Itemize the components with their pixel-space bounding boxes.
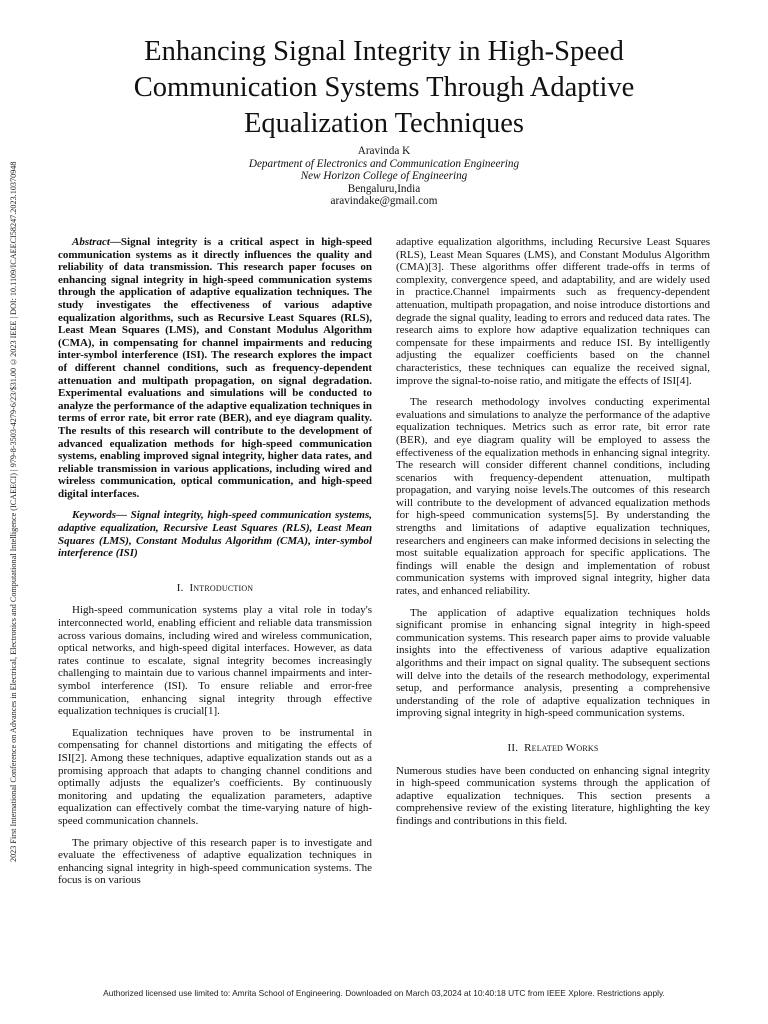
left-column: [58, 236, 372, 887]
author-email[interactable]: aravindake@gmail.com: [330, 195, 438, 208]
conference-doi-margin-note: 2023 First International Conference on Advances in Electrical, Electronics and Computational Intelligence (ICAEECI) | 979-8-3503-4279-6/23/$31.00 ©2023 IEEE | DOI: 10.1109/ICAEECI58247.2023.10370948: [9, 161, 18, 863]
author-city: Bengaluru,India: [347, 182, 421, 195]
author-block: [60, 145, 708, 208]
section-numeral: I.: [176, 581, 184, 594]
intro-paragraph-5: The application of adaptive equalization techniques holds significant promise in enhancing signal integrity in high-speed communication systems. This research paper aims to provide valuable insights into the effectiveness of various adaptive equalization algorithms and their impact on signal quality. The subsequent sections will delve into the details of the research methodology, experimental setup, and performance analysis, presenting a comprehensive understanding of the role of adaptive equalization techniques in improving signal integrity in high-speed communication systems.: [396, 606, 710, 720]
author-college: New Horizon College of Engineering: [300, 170, 468, 183]
keywords-text: Signal integrity, high-speed communication systems, adaptive equalization, Recursive Least Squares (RLS), Least Mean Squares (LMS), Constant Modulus Algorithm (CMA), inter-symbol interference (ISI): [58, 509, 372, 560]
abstract-dash: —: [109, 236, 121, 248]
abstract-label: Abstract: [72, 236, 110, 248]
keywords: [58, 509, 372, 559]
keywords-label: Keywords—: [72, 509, 127, 522]
section-title: Introduction: [189, 581, 254, 594]
intro-paragraph-3-continued: adaptive equalization algorithms, including Recursive Least Squares (RLS), Least Mean Squares (LMS), and Constant Modulus Algorithm (CMA)[3]. These algorithms offer different trade-offs in terms of complexity, convergence speed, and adaptability, and are widely used in practice.Channel impairments such as frequency-dependent attenuation, multipath propagation, and noise introduce distortions and degrade the signal quality, leading to errors and reduced data rates. The research aims to explore how adaptive equalization techniques can compensate for these impairments and reduce ISI. By intelligently adjusting the equalizer coefficients based on the channel characteristics, these techniques can equalize the received signal, improve the signal-to-noise ratio, and mitigate the effects of ISI[4].: [396, 236, 710, 387]
intro-paragraph-3: The primary objective of this research paper is to investigate and evaluate the effectiveness of adaptive equalization techniques in enhancing signal integrity in high-speed communication systems. The focus is on various: [58, 836, 372, 887]
section-numeral: II.: [507, 741, 519, 754]
section-heading-introduction: [58, 582, 372, 595]
paper-title: Enhancing Signal Integrity in High-Speed Communication Systems Through Adaptive Equalization Techniques: [133, 36, 635, 139]
abstract-text: Signal integrity is a critical aspect in high-speed communication systems as it directly influences the quality and reliability of data transmission. This research paper focuses on enhancing signal integrity in high-speed communication systems through the application of adaptive equalization techniques. The study investigates the effectiveness of various adaptive equalization algorithms, such as Recursive Least Squares (RLS), Least Mean Squares (LMS), and Constant Modulus Algorithm (CMA), in compensating for channel impairments and reducing inter-symbol interference (ISI). The research explores the impact of different channel conditions, such as frequency-dependent attenuation and multipath propagation, on signal degradation. Experimental evaluations and simulations will be conducted to analyze the performance of the adaptive equalization techniques in terms of error rate, bit error rate (BER), and eye diagram quality. The results of this research will contribute to the development of advanced equalization methods for high-speed communication systems, enabling improved signal integrity, higher data rates, and reliable transmission in various applications, including wired and wireless communication, optical communication, and high-speed digital interfaces.: [58, 236, 372, 500]
section-title: Related Works: [524, 741, 599, 754]
author-department: Department of Electronics and Communication Engineering: [248, 157, 520, 170]
abstract: [58, 236, 372, 500]
section-heading-related-works: [396, 742, 710, 755]
intro-paragraph-2: Equalization techniques have proven to be instrumental in compensating for channel distortions and mitigating the effects of ISI[2]. Among these techniques, adaptive equalization stands out as a promising approach that adapts to changing channel conditions and optimally adjusts the equalizer's coefficients. By continuously monitoring and updating the equalization parameters, adaptive equalization can effectively combat the time-varying nature of high-speed communication channels.: [58, 726, 372, 827]
intro-paragraph-4: The research methodology involves conducting experimental evaluations and simulations to analyze the performance of the adaptive equalization techniques. Metrics such as error rate, bit error rate (BER), and eye diagram quality will be employed to assess the effectiveness of the equalization methods in enhancing signal integrity. The research will consider different channel conditions, including scenarios with frequency-dependent attenuation, multipath propagation, and varying noise levels.The outcomes of this research will contribute to the development of advanced equalization methods for high-speed communication systems[5]. By understanding the strengths and limitations of adaptive equalization techniques, researchers and engineers can make informed decisions in selecting the most suitable equalization approach for specific applications. The findings will enable the design and implementation of robust communication systems with improved signal integrity, higher data rates, and enhanced reliability.: [396, 396, 710, 598]
author-name: Aravinda K: [357, 145, 411, 157]
license-footer: Authorized licensed use limited to: Amrita School of Engineering. Downloaded on March 03,2024 at 10:40:18 UTC from IEEE Xplore. Restrictions apply.: [103, 988, 665, 998]
right-column: [396, 236, 710, 828]
related-works-paragraph-1: Numerous studies have been conducted on enhancing signal integrity in high-speed communication systems through the application of adaptive equalization techniques. This section presents a comprehensive review of the existing literature, highlighting the key findings and contributions in this field.: [396, 764, 710, 827]
intro-paragraph-1: High-speed communication systems play a vital role in today's interconnected world, enabling efficient and reliable data transmission across various domains, including wired and wireless communication, optical networks, and high-speed digital interfaces. However, as data rates continue to escalate, signal integrity becomes increasingly challenging to maintain due to various channel impairments and inter-symbol interference (ISI). To ensure reliable and error-free communication, enhancing signal integrity through effective equalization techniques is crucial[1].: [58, 604, 372, 718]
